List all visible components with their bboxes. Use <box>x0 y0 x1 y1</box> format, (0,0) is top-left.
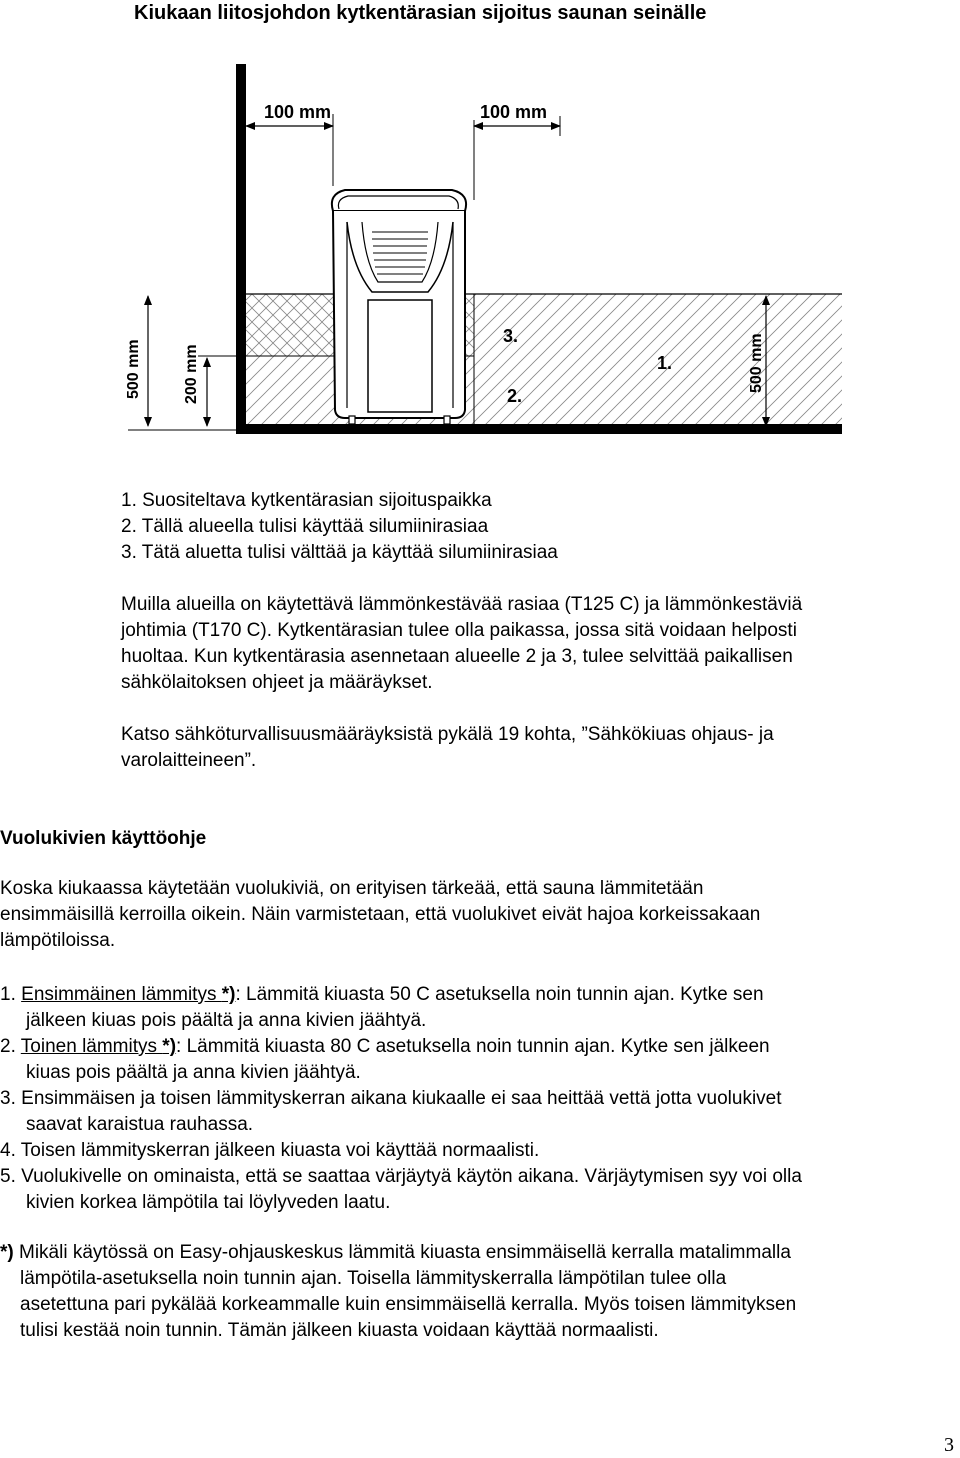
page-title: Kiukaan liitosjohdon kytkentärasian sijoitus saunan seinälle <box>134 2 707 24</box>
step-number: 4. <box>0 1140 16 1161</box>
paragraph-line: huoltaa. Kun kytkentärasia asennetaan alueelle 2 ja 3, tulee selvittää paikallisen <box>121 646 793 667</box>
step-1 <box>0 982 764 1008</box>
step-number: 5. <box>0 1166 16 1187</box>
step-text: Toisen lämmityskerran jälkeen kiuasta voi käyttää normaalisti. <box>20 1140 540 1161</box>
footnote-line: tulisi kestää noin tunnin. Tämän jälkeen kiuasta voidaan käyttää normaalisti. <box>20 1320 659 1341</box>
wall <box>236 64 246 432</box>
footnote-line: asetettuna pari pykälää korkeammalle kuin ensimmäisellä kerralla. Myös toisen lämmityksen <box>20 1294 797 1315</box>
legend-item: 1. Suositeltava kytkentärasian sijoituspaikka <box>121 490 492 511</box>
zone-2-label: 2. <box>507 386 523 406</box>
intro-line: ensimmäisillä kerroilla oikein. Näin varmistetaan, että vuolukivet eivät hajoa korkeissakaan <box>0 904 761 925</box>
footnote <box>0 1240 791 1266</box>
floor <box>236 424 842 434</box>
dim-left-outer: 500 mm <box>125 339 142 399</box>
paragraph-line: Katso sähköturvallisuusmääräyksistä pykälä 19 kohta, ”Sähkökiuas ohjaus- ja <box>121 724 774 745</box>
footnote-line: Mikäli käytössä on Easy-ohjauskeskus lämmitä kiuasta ensimmäisellä kerralla matalimmalla <box>13 1242 791 1263</box>
zone-3-label: 3. <box>503 326 519 346</box>
step-5-continuation: kivien korkea lämpötila tai löylyveden laatu. <box>26 1192 391 1213</box>
dim-right: 500 mm <box>748 333 765 393</box>
step-3-continuation: saavat karaistua rauhassa. <box>26 1114 254 1135</box>
legend-item: 2. Tällä alueella tulisi käyttää silumiinirasiaa <box>121 516 489 537</box>
step-1-continuation: jälkeen kiuas pois päältä ja anna kivien jäähtyä. <box>26 1010 427 1031</box>
step-text: : Lämmitä kiuasta 50 C asetuksella noin tunnin ajan. Kytke sen <box>235 984 764 1005</box>
step-2-title: Toinen lämmitys <box>20 1036 163 1057</box>
sauna-heater <box>332 190 466 424</box>
footnote-mark: *) <box>221 984 236 1005</box>
step-5 <box>0 1164 802 1190</box>
step-1-title: Ensimmäinen lämmitys <box>21 984 222 1005</box>
zone-1-label: 1. <box>657 353 673 373</box>
intro-line: Koska kiukaassa käytetään vuolukiviä, on erityisen tärkeää, että sauna lämmitetään <box>0 878 704 899</box>
intro-line: lämpötiloissa. <box>0 930 116 951</box>
paragraph-line: Muilla alueilla on käytettävä lämmönkestävää rasiaa (T125 C) ja lämmönkestäviä <box>121 594 803 615</box>
step-text: Vuolukivelle on ominaista, että se saattaa värjäytyä käytön aikana. Värjäytymisen syy voi olla <box>21 1166 802 1187</box>
legend-item: 3. Tätä aluetta tulisi välttää ja käyttää silumiinirasiaa <box>121 542 558 563</box>
step-3 <box>0 1086 782 1112</box>
footnote-line: lämpötila-asetuksella noin tunnin ajan. Toisella lämmityskerralla lämpötilan tulee olla <box>20 1268 727 1289</box>
step-text: Ensimmäisen ja toisen lämmityskerran aikana kiukaalle ei saa heittää vettä jotta vuolukivet <box>21 1088 782 1109</box>
step-number: 3. <box>0 1088 16 1109</box>
paragraph-line: varolaitteineen”. <box>121 750 257 771</box>
section-title: Vuolukivien käyttöohje <box>0 828 207 849</box>
footnote-mark: *) <box>0 1242 14 1263</box>
step-2-continuation: kiuas pois päältä ja anna kivien jäähtyä. <box>26 1062 361 1083</box>
dim-top-left: 100 mm <box>264 102 332 122</box>
step-2 <box>0 1034 770 1060</box>
paragraph-line: johtimia (T170 C). Kytkentärasian tulee olla paikassa, jossa sitä voidaan helposti <box>121 620 797 641</box>
heater-placement-diagram <box>0 40 960 450</box>
step-number: 2. <box>0 1036 16 1057</box>
dim-left-inner: 200 mm <box>183 344 200 404</box>
step-text: : Lämmitä kiuasta 80 C asetuksella noin tunnin ajan. Kytke sen jälkeen <box>176 1036 770 1057</box>
step-4 <box>0 1138 539 1164</box>
dim-top-right: 100 mm <box>480 102 548 122</box>
footnote-mark: *) <box>162 1036 177 1057</box>
paragraph-line: sähkölaitoksen ohjeet ja määräykset. <box>121 672 433 693</box>
step-number: 1. <box>0 984 16 1005</box>
page-number: 3 <box>944 1434 954 1456</box>
